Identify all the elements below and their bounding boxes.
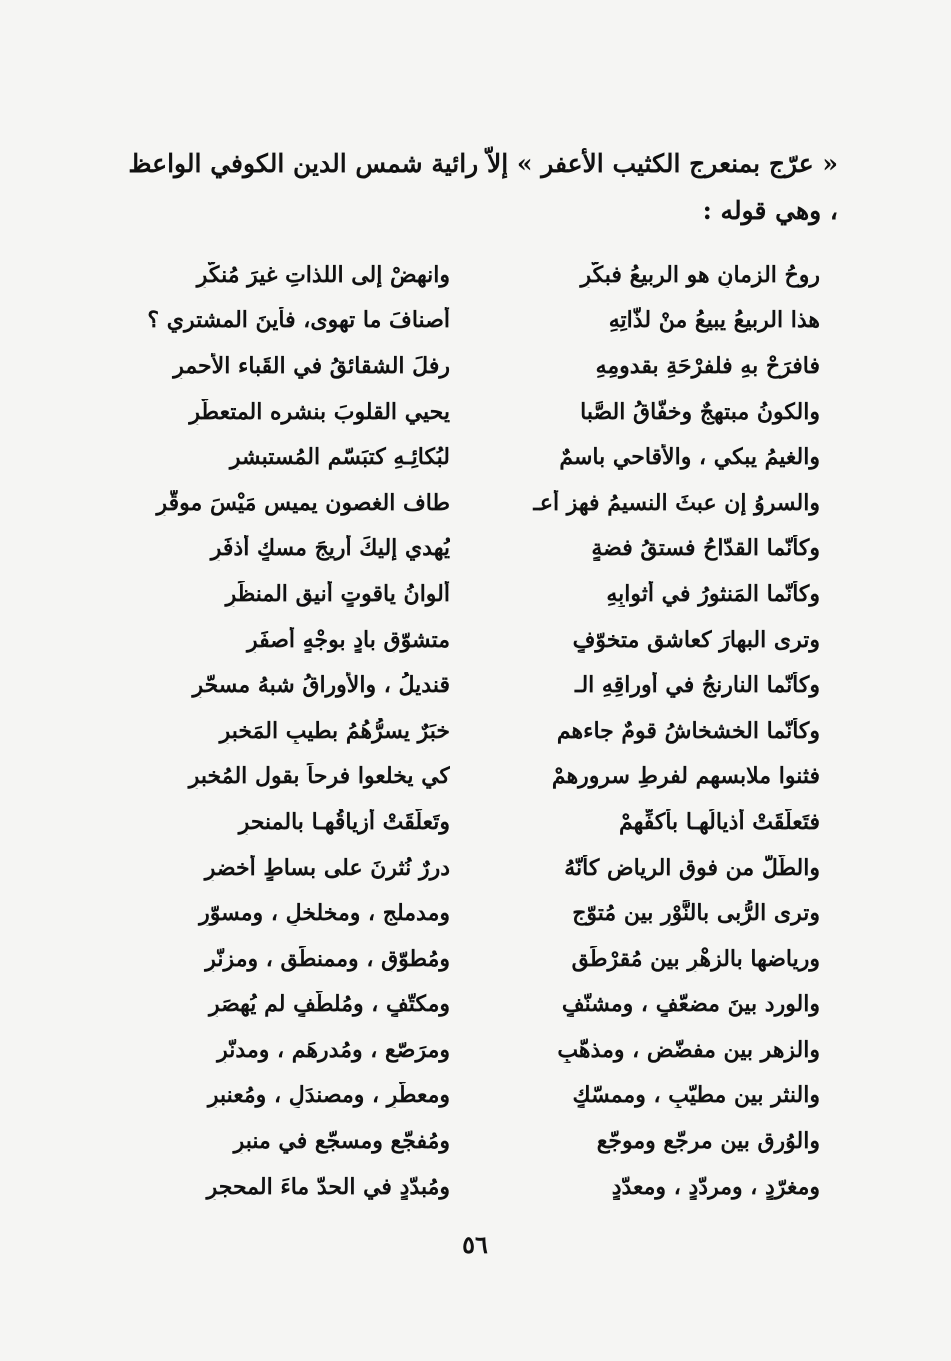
verse-line xyxy=(140,343,820,389)
verse-first-hemistich: والغيمُ يبكي ، والأقاحي باسمٌ xyxy=(559,444,820,471)
intro-paragraph: « عرّج بمنعرج الكثيب الأعفر » إلاّ رائية شمس الدين الكوفي الواعظ ، وهي قوله : xyxy=(128,149,838,225)
verse-second-hemistich: كي يخلعوا فرحاً بقول المُخبرِ xyxy=(188,763,450,790)
verse-first-hemistich: فتَعلّقَتْ أذيالُهـا بأكفِّهِمْ xyxy=(618,808,820,835)
verse-line xyxy=(140,1027,820,1073)
verse-line xyxy=(140,936,820,982)
verse-second-hemistich: ومدملجٍ ، ومخلخلٍ ، ومسوّرِ xyxy=(199,900,450,927)
verse-second-hemistich: ألوانُ ياقوتٍ أنيقِ المنظَرِ xyxy=(225,580,450,607)
verse-first-hemistich: ورياضها بالزهْرِ بين مُقرْطَقٍ xyxy=(571,945,820,972)
verse-second-hemistich: رفلَ الشقائقُ في القَباء الأحمرِ xyxy=(173,352,450,379)
verse-line xyxy=(140,1164,820,1210)
verse-line xyxy=(140,845,820,891)
verse-first-hemistich: هذا الربيعُ يبيعُ منْ لذّاتِهِ xyxy=(608,307,820,334)
verse-first-hemistich: روحُ الزمانِ هو الربيعُ فبكّرِ xyxy=(580,261,820,288)
verse-line xyxy=(140,890,820,936)
verse-first-hemistich: والزهر بين مفضّضٍ ، ومذهّبٍ xyxy=(557,1036,820,1063)
verse-line xyxy=(140,526,820,572)
verse-first-hemistich: والوُرق بين مرجّعٍ وموجّعٍ xyxy=(596,1128,820,1155)
verse-first-hemistich: وكأنّما النارنجُ في أوراقِهِ الـ xyxy=(575,672,820,699)
verse-first-hemistich: ومغرّدٍ ، ومردّدٍ ، ومعدّدٍ xyxy=(611,1173,820,1200)
verse-line xyxy=(140,754,820,800)
verse-first-hemistich: والطَّلُّ من فوقِ الرياضِ كأنّهُ xyxy=(564,854,820,881)
verse-line xyxy=(140,298,820,344)
verse-line xyxy=(140,571,820,617)
verse-second-hemistich: ومُطوّقٍ ، وممنطَقٍ ، ومزنّرِ xyxy=(205,945,450,972)
page-number: ٥٦ xyxy=(462,1230,488,1259)
poem xyxy=(140,252,820,1209)
verse-second-hemistich: قنديلُ ، والأوراقُ شبهُ مسحّرِ xyxy=(192,672,450,699)
verse-first-hemistich: وكأنّما القدّاحُ فستقُ فضةٍ xyxy=(591,535,820,562)
verse-line xyxy=(140,982,820,1028)
verse-second-hemistich: ومُبدّدٍ في الحدّ ماءَ المحجرِ xyxy=(206,1173,450,1200)
verse-second-hemistich: متشوّقٍ بادٍ بوجْهٍ أصفَرِ xyxy=(246,626,450,653)
verse-line xyxy=(140,252,820,298)
verse-second-hemistich: ومرَصّعٍ ، ومُدرهَمٍ ، ومدنّرِ xyxy=(217,1036,450,1063)
verse-second-hemistich: يُهدي إليكَ أريجَ مسكٍ أذفَرِ xyxy=(210,535,450,562)
verse-line xyxy=(140,480,820,526)
verse-first-hemistich: والنثر بين مطيّبٍ ، وممسّكٍ xyxy=(572,1082,820,1109)
verse-line xyxy=(140,617,820,663)
verse-line xyxy=(140,662,820,708)
verse-line xyxy=(140,1118,820,1164)
verse-first-hemistich: وترى الرُّبى بالنَّوْرِ بين مُتوّجٍ xyxy=(572,900,820,927)
verse-second-hemistich: طاف الغصون يميس مَيْسَ موقّرِ xyxy=(156,489,450,516)
verse-second-hemistich: دررٌ نُثرنَ على بساطٍ أخضرِ xyxy=(204,854,450,881)
verse-first-hemistich: وكأنّما الخشخاشُ قومٌ جاءهم xyxy=(556,717,820,744)
verse-line xyxy=(140,1073,820,1119)
verse-first-hemistich: والكونُ مبتهجٌ وخفّاقُ الصَّبا xyxy=(580,398,820,425)
verse-second-hemistich: ومُفجّعٍ ومسجّعٍ في منبرِ xyxy=(233,1128,450,1155)
verse-first-hemistich: فافرَحْ بهِ فلفرْحَةِ بقدومِهِ xyxy=(595,352,820,379)
verse-line xyxy=(140,389,820,435)
verse-second-hemistich: لبُكائِـهِ كتبَسّمِ المُستبشرِ xyxy=(229,444,450,471)
verse-line xyxy=(140,708,820,754)
verse-second-hemistich: وانهضْ إلى اللذاتِ غيرَ مُنكّرِ xyxy=(196,261,450,288)
verse-first-hemistich: والسروُ إن عبثَ النسيمُ فهز أعـ xyxy=(533,489,820,516)
verse-second-hemistich: وتَعلّقَتْ أزياقُهـا بالمنحرِ xyxy=(238,808,450,835)
verse-line xyxy=(140,799,820,845)
verse-second-hemistich: أصنافَ ما تهوى، فأينَ المشتري ؟ xyxy=(147,307,450,334)
verse-second-hemistich: ومعطّرٍ ، ومصندَلٍ ، ومُعنبرِ xyxy=(207,1082,450,1109)
verse-first-hemistich: وترى البهارَ كعاشقٍ متخوّفٍ xyxy=(572,626,820,653)
verse-second-hemistich: خبَرٌ يسرُّهُمُ بطيبِ المَخبرِ xyxy=(219,717,450,744)
verse-second-hemistich: يحيي القلوبَ بنشره المتعطّرِ xyxy=(189,398,450,425)
verse-first-hemistich: والورد بينَ مضعّفٍ ، ومشنّفٍ xyxy=(561,991,820,1018)
verse-first-hemistich: وكأنّما المَنثورُ في أثوابِهِ xyxy=(606,580,820,607)
verse-line xyxy=(140,434,820,480)
verse-first-hemistich: فثنوا ملابسهم لفرطِ سرورهمْ xyxy=(551,763,820,790)
verse-second-hemistich: ومكتّفٍ ، ومُلطّفٍ لم يُهصَرِ xyxy=(208,991,450,1018)
